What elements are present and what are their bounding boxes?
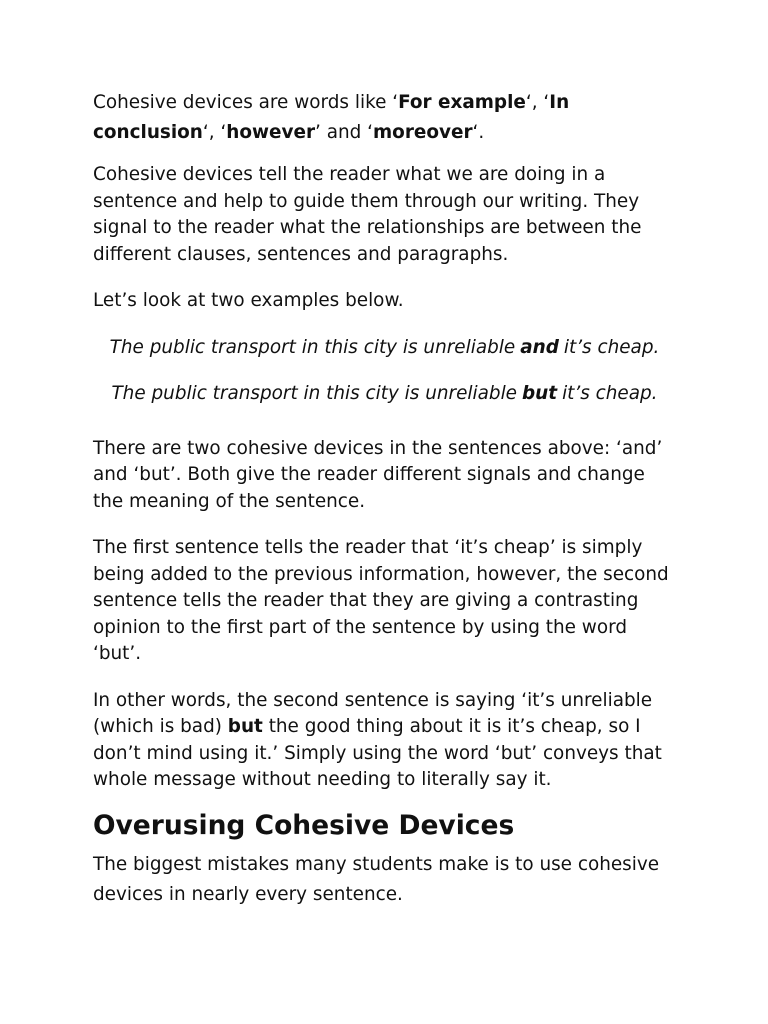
- section-heading: Overusing Cohesive Devices: [93, 809, 515, 841]
- example-device: but: [522, 383, 558, 404]
- bold-term-but: but: [227, 716, 263, 737]
- bold-term-in-conclusion: In conclusion: [93, 92, 570, 143]
- body-paragraph: [93, 688, 672, 794]
- bold-term-moreover: moreover: [373, 122, 473, 143]
- paragraph-text: In other words, the second sentence is saying ‘it’s unreliable (which is bad): [93, 689, 653, 737]
- example-sentence: [97, 381, 672, 408]
- intro-text: Cohesive devices are words like ‘: [93, 92, 399, 113]
- intro-text: ‘, ‘: [202, 122, 227, 143]
- example-text: it’s cheap.: [563, 336, 660, 358]
- bold-term-however: however: [226, 122, 316, 143]
- paragraph-text: the good thing about it is it’s cheap, so I don’t mind using it.’ Simply using the word ‘but’ conveys that whole message without needing to literally say it.: [93, 716, 662, 790]
- body-paragraph: Let’s look at two examples below.: [93, 290, 404, 311]
- example-text: it’s cheap.: [562, 383, 658, 404]
- example-text: The public transport in this city is unreliable: [111, 383, 517, 404]
- intro-text: ’ and ‘: [315, 122, 374, 143]
- example-text: The public transport in this city is unreliable: [109, 336, 516, 358]
- example-sentence: [97, 335, 672, 362]
- intro-paragraph: [93, 88, 672, 148]
- body-paragraph: The biggest mistakes many students make is to use cohesive devices in nearly every sentence.: [93, 853, 660, 905]
- intro-text: ‘, ‘: [525, 92, 550, 113]
- body-paragraph: The first sentence tells the reader that ‘it’s cheap’ is simply being added to the previous information, however, the second sentence tells the reader that they are giving a contrasting opinion to the first part of the sentence by using the word ‘but’.: [93, 537, 669, 664]
- body-paragraph: Cohesive devices tell the reader what we are doing in a sentence and help to guide them through our writing. They signal to the reader what the relationships are between the different clauses, sentences and paragraphs.: [93, 164, 642, 265]
- bold-term-for-example: For example: [398, 92, 526, 113]
- example-device: and: [520, 336, 559, 358]
- body-paragraph: There are two cohesive devices in the sentences above: ‘and’ and ‘but’. Both give the reader different signals and change the meaning of the sentence.: [93, 437, 663, 512]
- intro-text: ‘.: [472, 122, 485, 143]
